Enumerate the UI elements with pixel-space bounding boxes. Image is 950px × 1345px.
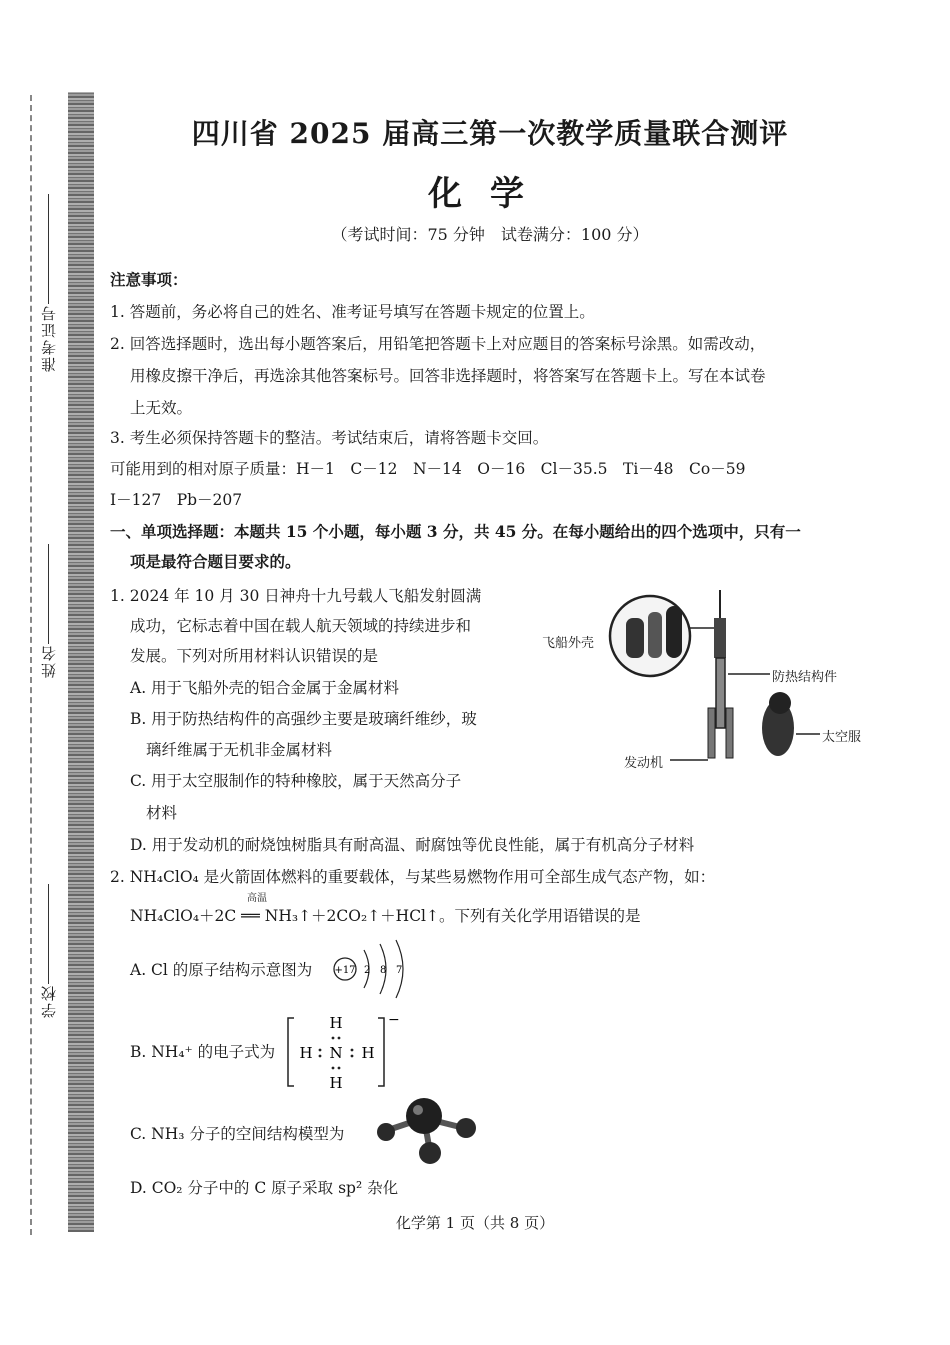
exam-number-field — [28, 190, 68, 372]
school-label: 学校 — [39, 984, 58, 1018]
exam-info: （考试时间：75 分钟 试卷满分：100 分） — [331, 225, 649, 244]
notice-item-2: 2. 回答选择题时，选出每小题答案后，用铅笔把答题卡上对应题目的答案标号涂黑。如需改动， — [110, 335, 766, 353]
atom-n-center: N — [329, 1044, 343, 1062]
rocket-illustration — [540, 588, 880, 783]
booster-left — [708, 708, 715, 758]
q1-option-d: D. 用于发动机的耐烧蚀树脂具有耐高温、耐腐蚀等优良性能，属于有机高分子材料 — [130, 836, 695, 854]
shell-electrons-1: 2 — [364, 965, 371, 976]
ion-charge: − — [388, 1012, 400, 1028]
exam-number-label: 准考证号 — [39, 304, 58, 372]
atom-h-top: H — [329, 1014, 343, 1032]
atom-h-bottom: H — [329, 1074, 343, 1092]
q1-option-c-cont: 材料 — [146, 804, 178, 822]
capsule-2 — [648, 612, 662, 658]
name-field — [28, 540, 68, 678]
atomic-mass-line2: I－127 Pb－207 — [110, 491, 243, 509]
notice-item-2-end: 上无效。 — [130, 399, 193, 417]
atom-h-right: H — [361, 1044, 375, 1062]
q2-stem-line1: 2. NH₄ClO₄ 是火箭固体燃料的重要载体，与某些易燃物作用可全部生成气态产物，如： — [110, 868, 716, 886]
exam-number-line — [48, 194, 49, 304]
q1-stem-line3: 发展。下列对所用材料认识错误的是 — [130, 647, 379, 665]
rocket-fairing — [714, 618, 726, 658]
nucleus-charge: +17 — [334, 965, 356, 976]
q1-option-b-cont: 璃纤维属于无机非金属材料 — [146, 741, 333, 759]
q1-option-a: A. 用于飞船外壳的铝合金属于金属材料 — [130, 679, 400, 697]
school-field — [28, 880, 68, 1018]
atomic-mass-line1: 可能用到的相对原子质量：H－1 C－12 N－14 O－16 Cl－35.5 Ti－48 Co－59 — [110, 460, 746, 478]
q1-figure — [540, 588, 880, 783]
label-engine: 发动机 — [624, 756, 664, 771]
q1-option-c: C. 用于太空服制作的特种橡胶，属于天然高分子 — [130, 772, 462, 790]
capsule-1 — [626, 618, 644, 658]
notice-item-3: 3. 考生必须保持答题卡的整洁。考试结束后，请将答题卡交回。 — [110, 429, 549, 447]
q2-equation: NH₄ClO₄＋2C ══ NH₃↑＋2CO₂↑＋HCl↑。下列有关化学用语错误的是 — [130, 907, 641, 925]
label-heat: 防热结构件 — [772, 670, 838, 685]
q2-equation-condition: 高温 — [247, 893, 267, 904]
shell-electrons-2: 8 — [380, 965, 387, 976]
section1-heading: 一、单项选择题：本题共 15 个小题，每小题 3 分，共 45 分。在每小题给出的四个选项中，只有一 — [110, 522, 801, 541]
label-suit: 太空服 — [822, 730, 862, 745]
shell-electrons-3: 7 — [396, 965, 403, 976]
nh3-ball-stick-model — [368, 1096, 488, 1166]
booster-right — [726, 708, 733, 758]
q2-option-b: B. NH₄⁺ 的电子式为 — [130, 1043, 276, 1061]
h-atom-ball-3 — [419, 1142, 441, 1164]
school-line — [48, 884, 49, 984]
n-atom-ball — [406, 1098, 442, 1134]
name-label: 姓名 — [39, 644, 58, 678]
page-footer: 化学第 1 页（共 8 页） — [395, 1214, 555, 1232]
exam-title: 四川省 2025 届高三第一次教学质量联合测评 — [191, 117, 789, 150]
section1-heading-cont: 项是最符合题目要求的。 — [130, 552, 301, 571]
astronaut-helmet — [769, 692, 791, 714]
subject-title: 化学 — [428, 174, 552, 214]
h-atom-ball-1 — [377, 1123, 395, 1141]
name-line — [48, 544, 49, 644]
notice-heading: 注意事项： — [110, 270, 188, 289]
rocket-body — [716, 658, 725, 728]
q2-option-a: A. Cl 的原子结构示意图为 — [130, 961, 313, 979]
notice-item-1: 1. 答题前，务必将自己的姓名、准考证号填写在答题卡规定的位置上。 — [110, 303, 595, 321]
h-atom-ball-2 — [456, 1118, 476, 1138]
capsule-3 — [666, 606, 682, 658]
atom-h-left: H — [299, 1044, 313, 1062]
q2-option-d: D. CO₂ 分子中的 C 原子采取 sp² 杂化 — [130, 1179, 399, 1197]
cl-atom-structure-diagram — [328, 938, 418, 1000]
binding-strip — [68, 92, 94, 1232]
label-shell: 飞船外壳 — [542, 636, 595, 651]
q2-option-c: C. NH₃ 分子的空间结构模型为 — [130, 1125, 345, 1143]
q1-stem-line2: 成功，它标志着中国在载人航天领域的持续进步和 — [130, 617, 472, 635]
notice-item-2-cont: 用橡皮擦干净后，再选涂其他答案标号。回答非选择题时，将答案写在答题卡上。写在本试卷 — [130, 367, 766, 385]
nh4-electron-formula — [284, 1010, 404, 1094]
q1-option-b: B. 用于防热结构件的高强纱主要是玻璃纤维纱，玻 — [130, 710, 477, 728]
q1-stem-line1: 1. 2024 年 10 月 30 日神舟十九号载人飞船发射圆满 — [110, 587, 482, 605]
